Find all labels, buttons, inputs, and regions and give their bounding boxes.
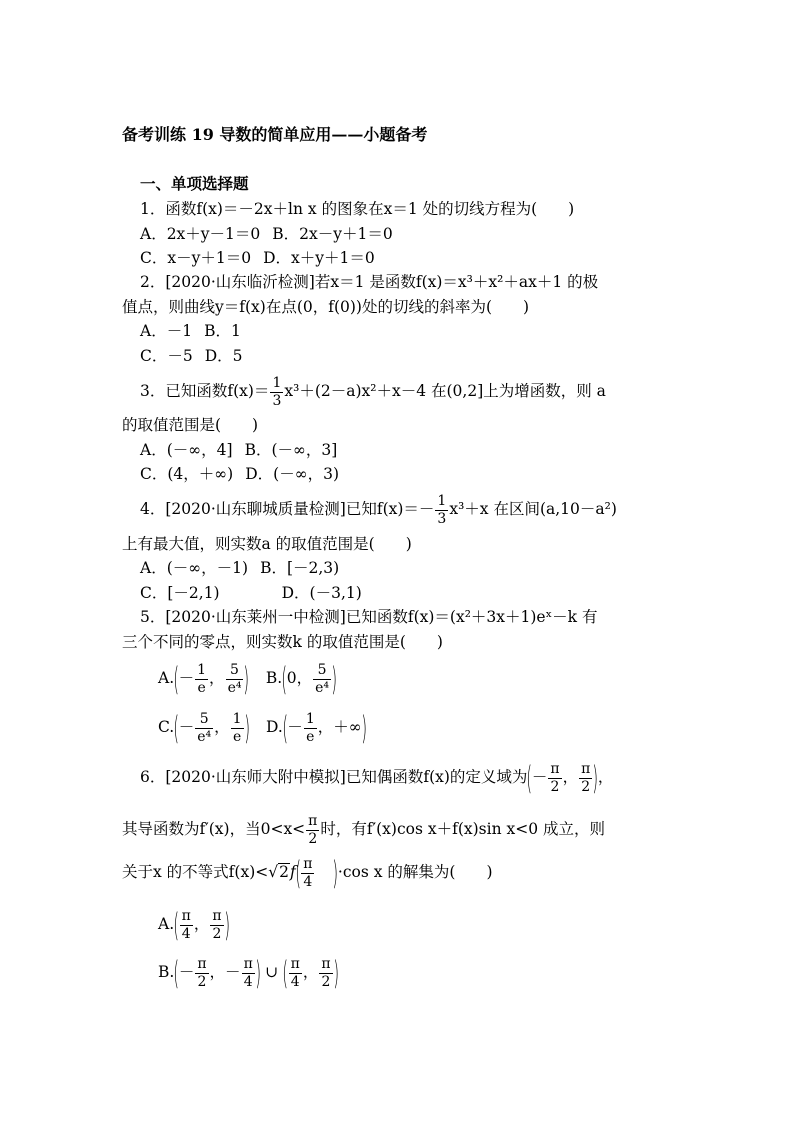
- question-4-stem-line1: 4．[2020·山东聊城质量检测]已知f(x)＝－ $\frac{1}{3}$ x³＋x 在区间(a,10－a²): [140, 492, 617, 527]
- option-c-label: C.: [158, 718, 175, 736]
- option-b-label: B.: [265, 669, 283, 687]
- option-c: C．[－2,1): [140, 584, 220, 602]
- option-a: A．2x＋y－1＝0: [140, 225, 261, 243]
- question-4-options-ab: [140, 556, 339, 580]
- option-c: C．(4，＋∞): [140, 465, 234, 483]
- question-3-options-cd: [140, 462, 339, 486]
- question-6-stem-line2: 其导函数为f′(x)，当0<x< $\frac{\pi}{2}$ 时，有f′(x)cos x＋f(x)sin x<0 成立，则: [122, 812, 606, 847]
- question-5-options-cd: C.(－ $\frac{5}{\text{e⁴}}$ ， $\frac{1}{e}$ ) D.(－ $\frac{1}{e}$ ，＋∞): [158, 709, 367, 747]
- question-3-options-ab: [140, 438, 337, 462]
- question-1-stem: 1．函数f(x)＝－2x＋ln x 的图象在x＝1 处的切线方程为( ): [140, 200, 575, 218]
- option-b: B．2x－y＋1＝0: [272, 225, 393, 243]
- question-1-options-cd: [140, 246, 375, 270]
- question-3-stem-line2: 的取值范围是( ): [122, 416, 259, 434]
- option-c: C．－5: [140, 347, 193, 365]
- fraction-one-third: $\frac{1}{3}$: [437, 492, 447, 527]
- option-d: D．5: [204, 347, 243, 365]
- page-title: 备考训练 19 导数的简单应用——小题备考: [122, 125, 428, 144]
- question-6-option-a: A.( $\frac{\pi}{4}$ ， $\frac{\pi}{2}$ ): [158, 906, 230, 944]
- option-a: A．－1: [140, 322, 193, 340]
- option-d-label: D.: [266, 718, 283, 736]
- option-a-label: A.: [158, 669, 175, 687]
- question-6-option-b: B.(－ $\frac{\pi}{2}$ ，－ $\frac{\pi}{4}$ ) ∪ ( $\frac{\pi}{4}$ ， $\frac{\pi}{2}$ ): [158, 954, 339, 992]
- question-5-options-ab: A.(－ $\frac{1}{e}$ ， $\frac{5}{\text{e⁴}}$ ) B.(0， $\frac{5}{\text{e⁴}}$ ): [158, 660, 338, 698]
- option-a: A．(－∞，－1): [140, 559, 249, 577]
- option-d: D．x＋y＋1＝0: [263, 249, 375, 267]
- question-2-stem-line2: 值点，则曲线y＝f(x)在点(0，f(0))处的切线的斜率为( ): [122, 298, 530, 316]
- option-b: B．[－2,3): [260, 559, 340, 577]
- question-6-stem-line3: 关于x 的不等式f(x)<√2f( $\frac{\pi}{4}$ )·cos x 的解集为( ): [122, 854, 493, 892]
- section-heading: 一、单项选择题: [140, 174, 249, 193]
- question-2-stem-line1: 2．[2020·山东临沂检测]若x＝1 是函数f(x)＝x³＋x²＋ax＋1 的极: [140, 273, 599, 291]
- question-3-stem-line1: 3．已知函数f(x)＝ $\frac{1}{3}$ x³＋(2－a)x²＋x－4 在(0,2]上为增函数，则 a: [140, 374, 606, 409]
- question-1-options-ab: [140, 222, 393, 246]
- option-d: D．(－∞，3): [245, 465, 340, 483]
- question-4-stem-line2: 上有最大值，则实数a 的取值范围是( ): [122, 535, 412, 553]
- option-b: B．(－∞，3]: [244, 441, 338, 459]
- question-5-stem-line1: 5．[2020·山东莱州一中检测]已知函数f(x)＝(x²＋3x＋1)eˣ－k 有: [140, 608, 598, 626]
- question-2-options-cd: [140, 344, 243, 368]
- question-5-stem-line2: 三个不同的零点，则实数k 的取值范围是( ): [122, 633, 443, 651]
- fraction-one-third: $\frac{1}{3}$: [272, 374, 282, 409]
- question-4-options-cd: [140, 581, 362, 605]
- question-2-options-ab: [140, 319, 241, 343]
- option-a: A．(－∞，4]: [140, 441, 233, 459]
- option-d: D．(－3,1): [281, 584, 362, 602]
- option-b: B．1: [204, 322, 241, 340]
- option-c: C．x－y＋1＝0: [140, 249, 252, 267]
- question-6-stem-line1: 6．[2020·山东师大附中模拟]已知偶函数f(x)的定义域为(－ $\frac{\pi}{2}$ ， $\frac{\pi}{2}$ )，: [140, 759, 614, 797]
